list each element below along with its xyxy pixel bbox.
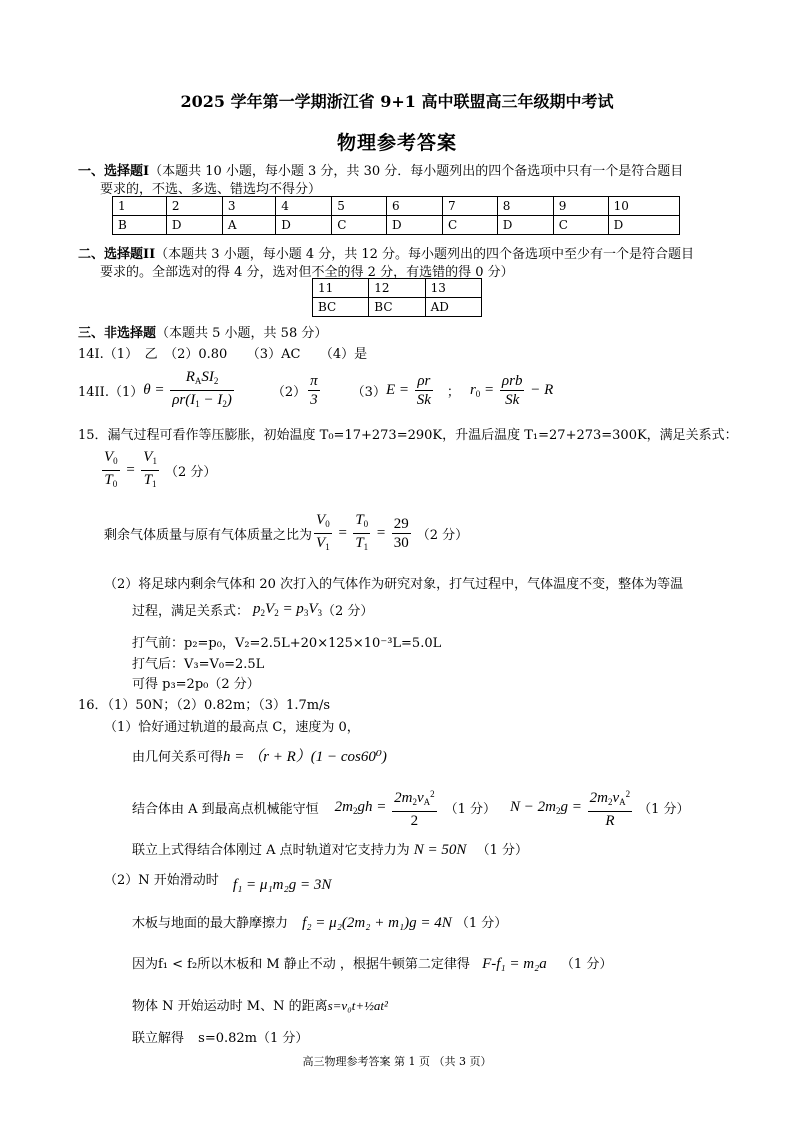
table-cell: 8	[497, 197, 553, 216]
section1-number-row	[113, 197, 680, 216]
formula-E: E = $\frac{\rho r}{Sk}$	[385, 373, 431, 408]
q16-energy-text: 结合体由 A 到最高点机械能守恒	[132, 802, 319, 817]
table-cell: 10	[608, 197, 679, 216]
table-cell: D	[608, 216, 679, 235]
q15-ratio-text: 剩余气体质量与原有气体质量之比为	[104, 528, 313, 543]
q15-after: 打气后：V₃=V₀=2.5L	[132, 657, 265, 672]
table-cell: 5	[332, 197, 387, 216]
q16-answers: 16．（1）50N；（2）0.82m；（3）1.7m/s	[78, 698, 331, 713]
table-cell: 9	[553, 197, 608, 216]
section2-answer-table	[312, 278, 482, 317]
table-cell: A	[222, 216, 275, 235]
table-cell: 11	[313, 279, 369, 298]
formula-pi-over-3: $\frac{\pi}{3}$	[310, 373, 318, 408]
section2-heading	[78, 243, 694, 262]
table-cell: D	[166, 216, 222, 235]
section3-desc: （本题共 5 小题，共 58 分）	[156, 326, 328, 341]
q16-score5: （1 分）	[560, 957, 613, 972]
q15-result: 可得 p₃=2p₀（2 分）	[132, 677, 260, 692]
table-cell: 3	[222, 197, 275, 216]
q16-distance	[132, 995, 388, 1014]
formula-height: h = （r + R）(1 − cos60⁰)	[223, 749, 387, 765]
q16-score2: （1 分）	[638, 802, 690, 817]
q15-part2-text: 过程，满足关系式：	[132, 604, 250, 619]
section1-desc-line2: 要求的，不选、多选、错选均不得分）	[100, 182, 322, 197]
section1-answer-table	[112, 196, 680, 235]
q16-friction-text: 木板与地面的最大静摩擦力	[132, 916, 289, 931]
section1-label: 一、选择题I	[78, 164, 150, 179]
formula-distance: s=v₀t+½at²	[327, 998, 388, 1013]
q16-score1: （1 分）	[444, 802, 497, 817]
table-cell: C	[442, 216, 497, 235]
q16-geometry-text: 由几何关系可得	[132, 750, 224, 765]
section2-number-row	[313, 279, 482, 298]
formula-theta: θ = $\frac{R_ASI_2}{\rho r(I_1 - I_2)}$	[143, 369, 232, 409]
formula-boyle: $p_2V_2 = p_3V_3$	[253, 601, 322, 618]
table-cell: D	[276, 216, 332, 235]
table-cell: C	[553, 216, 608, 235]
q14II-label: 14II.（1）	[78, 385, 144, 400]
q15-ratio	[104, 511, 468, 556]
q14II-part2-label: （2）	[271, 385, 307, 400]
table-cell: 1	[113, 197, 167, 216]
q16-conclusion-text: 联立上式得结合体刚过 A 点时轨道对它支持力为	[132, 843, 410, 858]
q16-score3: （1 分）	[476, 843, 528, 858]
section2-label: 二、选择题II	[78, 247, 156, 262]
table-cell: B	[113, 216, 167, 235]
formula-r0: $r_0$ = $\frac{\text{ρrb}}{Sk}$ − R	[469, 373, 554, 408]
table-cell: D	[387, 216, 443, 235]
q15-score2: （2 分）	[416, 528, 469, 543]
q15-before: 打气前：p₂=p₀，V₂=2.5L+20×125×10⁻³L=5.0L	[132, 636, 442, 651]
q16-solve	[132, 1027, 308, 1046]
q14I-answers: 14I.（1） 乙 （2）0.80 （3）AC （4）是	[78, 347, 368, 362]
section2-desc-line2: 要求的。全部选对的得 4 分，选对但不全的得 2 分，有选错的得 0 分）	[100, 265, 514, 280]
section3-label: 三、非选择题	[78, 326, 157, 341]
q16-solve-result: s=0.82m（1 分）	[198, 1031, 309, 1046]
q15-part2-line2	[132, 600, 373, 619]
q16-part2-line	[104, 869, 332, 893]
q15-line1: 15．漏气过程可看作等压膨胀，初始温度 T₀=17+273=290K，升温后温度 T₁=27+273=300K，满足关系式：	[78, 428, 738, 443]
q15-score3: （2 分）	[321, 604, 374, 619]
formula-f2: f₂ = μ₂(2m₂ + m₁)g = 4N	[302, 915, 452, 931]
q15-score1: （2 分）	[164, 465, 217, 480]
table-cell: 12	[369, 279, 425, 298]
table-cell: BC	[369, 298, 425, 317]
page-footer: 高三物理参考答案 第 1 页 （共 3 页）	[302, 1055, 492, 1068]
exam-title: 2025 学年第一学期浙江省 9+1 高中联盟高三年级期中考试	[180, 92, 614, 111]
table-cell: 6	[387, 197, 443, 216]
formula-energy: $2m_2gh$ = $\frac{2m_2v_A^2}{2}$	[335, 785, 439, 830]
q16-friction	[132, 912, 507, 932]
table-cell: 13	[425, 279, 481, 298]
section2-desc: （本题共 3 小题，每小题 4 分，共 12 分。每小题列出的四个备选项中至少有一个是符合题目	[155, 247, 695, 262]
formula-N-result: N = 50N	[413, 842, 467, 858]
formula-mass-ratio: $\frac{V_0}{V_1}$ = $\frac{T_0}{T_1}$ = $\frac{29}{30}$	[316, 512, 409, 552]
section2-answer-row	[313, 298, 482, 317]
formula-normal-force: $N - 2m_2g$ = $\frac{2m_2v_A^2}{R}$	[510, 785, 634, 830]
q14II-part3-label: （3）	[351, 385, 386, 400]
q16-solve-text: 联立解得	[132, 1031, 185, 1046]
q16-newton	[132, 953, 612, 973]
q16-part1-intro: （1）恰好通过轨道的最高点 C，速度为 0，	[104, 720, 360, 735]
q15-part2-line1: （2）将足球内剩余气体和 20 次打入的气体作为研究对象，打气过程中，气体温度不变，整体为等温	[104, 577, 684, 592]
q16-conclusion	[132, 839, 528, 859]
q15-eq1	[100, 448, 216, 493]
table-cell: D	[497, 216, 553, 235]
formula-charles: $\frac{V_0}{T_0}$ = $\frac{V_1}{T_1}$	[104, 449, 157, 489]
section1-desc: （本题共 10 小题，每小题 3 分，共 30 分．每小题列出的四个备选项中只有一个是符合题目	[149, 164, 684, 179]
table-cell: 4	[276, 197, 332, 216]
q16-distance-text: 物体 N 开始运动时 M、N 的距离	[132, 999, 328, 1014]
formula-newton: F-f₁ = m₂a	[482, 956, 547, 972]
table-cell: BC	[313, 298, 369, 317]
q16-geometry	[132, 745, 387, 766]
section1-answer-row	[113, 216, 680, 235]
section1-heading	[78, 160, 683, 179]
q14II-separator: ；	[446, 385, 460, 400]
answer-key-title: 物理参考答案	[336, 132, 457, 154]
formula-f1: f₁ = μ₁m₂g = 3N	[232, 877, 332, 893]
q16-part2-intro: （2）N 开始滑动时	[104, 873, 219, 888]
q14II-answers	[78, 368, 553, 413]
q16-score4: （1 分）	[455, 916, 508, 931]
q16-energy	[132, 785, 690, 830]
table-cell: C	[332, 216, 387, 235]
section3-heading	[78, 322, 327, 341]
table-cell: AD	[425, 298, 481, 317]
table-cell: 7	[442, 197, 497, 216]
table-cell: 2	[166, 197, 222, 216]
q16-newton-text: 因为f₁ < f₂所以木板和 M 静止不动 ，根据牛顿第二定律得	[132, 957, 470, 972]
